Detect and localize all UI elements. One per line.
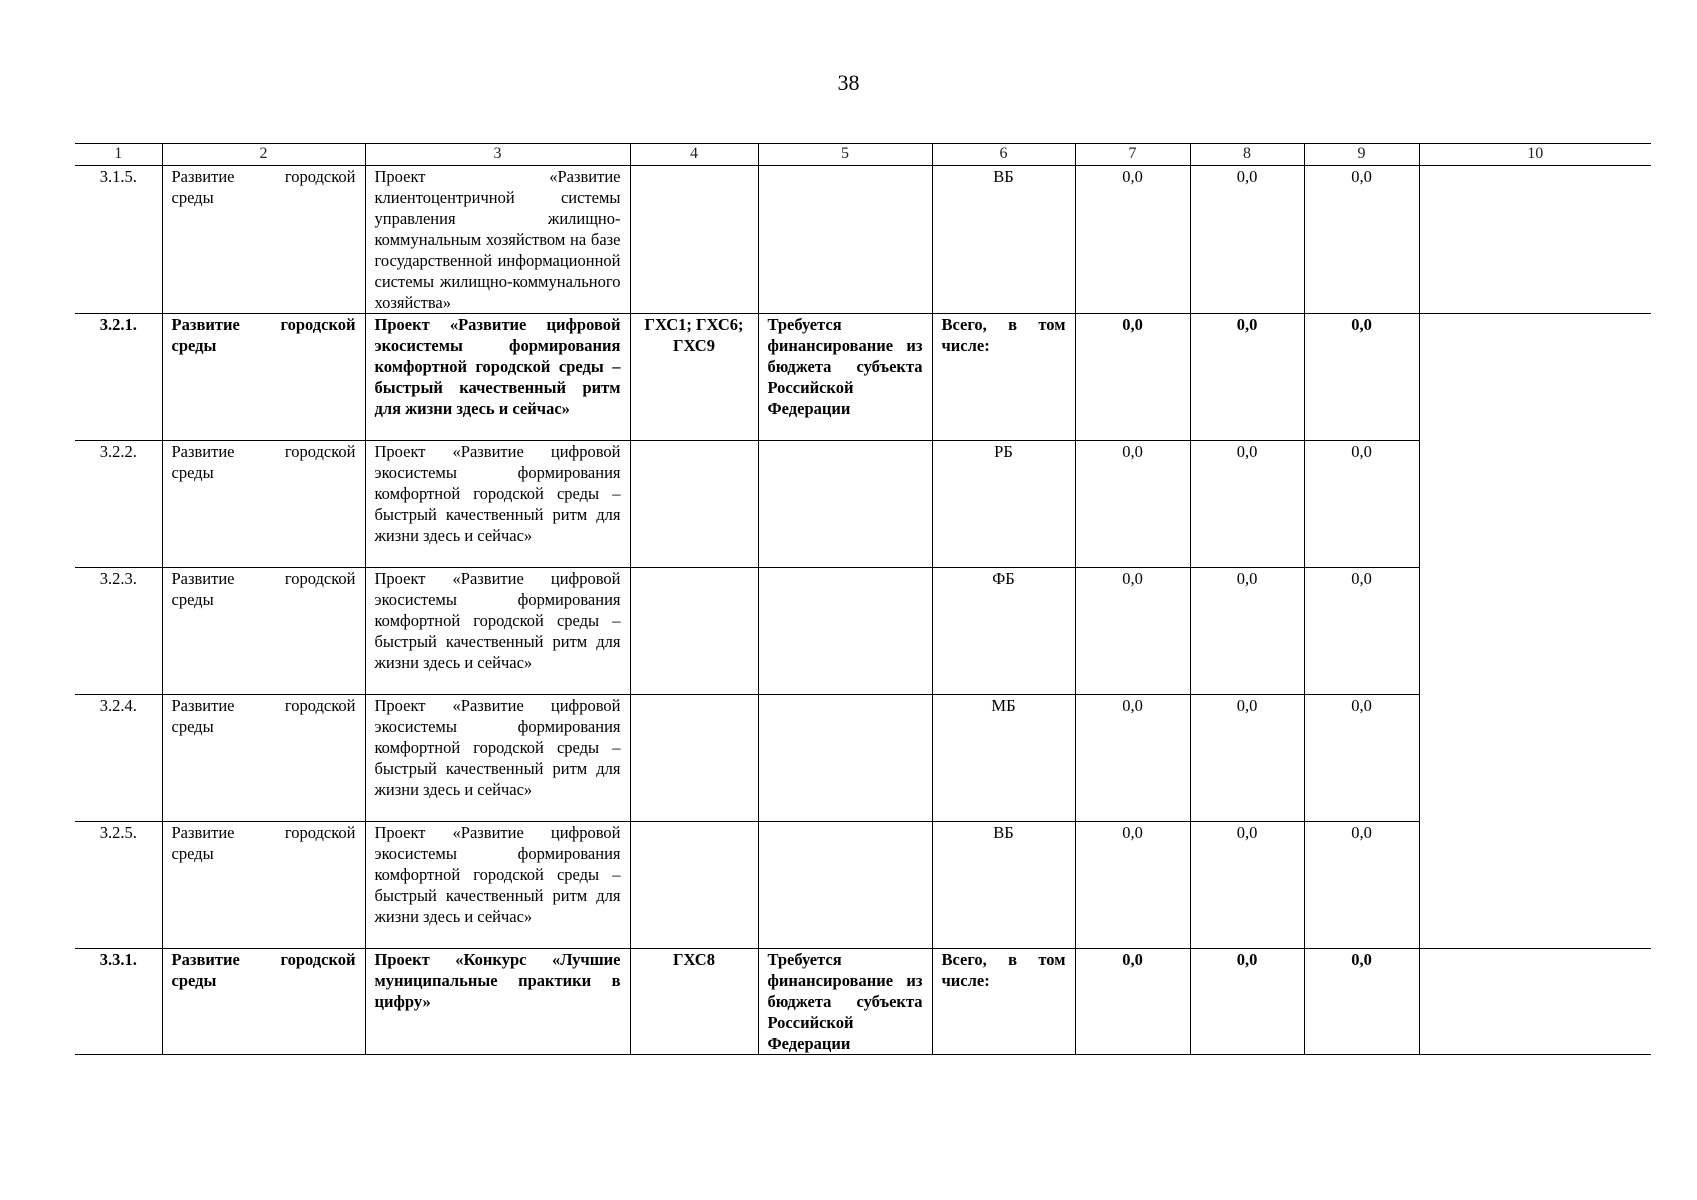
row-requirement [758,568,932,695]
row-indicators: ГХС1; ГХС6; ГХС9 [630,314,758,441]
row-value-9: 0,0 [1304,441,1419,568]
row-requirement [758,822,932,949]
header-col-9: 9 [1304,144,1419,166]
row-value-8: 0,0 [1190,568,1304,695]
row-value-7: 0,0 [1075,695,1190,822]
header-col-4: 4 [630,144,758,166]
row-project: Проект «Развитие цифровой экосистемы формирования комфортной городской среды – быстрый качественный ритм для жизни здесь и сейчас» [365,441,630,568]
row-indicators [630,441,758,568]
row-direction: Развитие городской среды [162,822,365,949]
row-value-7: 0,0 [1075,441,1190,568]
table-row [75,314,1651,441]
row-requirement: Требуется финансирование из бюджета субъекта Российской Федерации [758,949,932,1055]
row-requirement: Требуется финансирование из бюджета субъекта Российской Федерации [758,314,932,441]
row-project: Проект «Развитие цифровой экосистемы формирования комфортной городской среды – быстрый качественный ритм для жизни здесь и сейчас» [365,695,630,822]
row-project: Проект «Развитие цифровой экосистемы формирования комфортной городской среды – быстрый качественный ритм для жизни здесь и сейчас» [365,822,630,949]
row-funding-source: МБ [932,695,1075,822]
header-col-10: 10 [1419,144,1651,166]
header-col-7: 7 [1075,144,1190,166]
table-row [75,441,1651,568]
row-value-7: 0,0 [1075,949,1190,1055]
row-project: Проект «Развитие цифровой экосистемы формирования комфортной городской среды – быстрый качественный ритм для жизни здесь и сейчас» [365,568,630,695]
row-value-8: 0,0 [1190,822,1304,949]
row-note [1419,949,1651,1055]
header-col-3: 3 [365,144,630,166]
page-number: 38 [837,70,860,95]
row-requirement [758,695,932,822]
row-project: Проект «Развитие цифровой экосистемы формирования комфортной городской среды – быстрый качественный ритм для жизни здесь и сейчас» [365,314,630,441]
row-number: 3.1.5. [75,166,162,314]
row-value-8: 0,0 [1190,949,1304,1055]
row-value-8: 0,0 [1190,695,1304,822]
row-value-7: 0,0 [1075,822,1190,949]
column-numbers-header [75,144,1651,166]
table-row [75,568,1651,695]
row-project: Проект «Конкурс «Лучшие муниципальные практики в цифру» [365,949,630,1055]
row-direction: Развитие городской среды [162,314,365,441]
row-funding-source: ВБ [932,822,1075,949]
row-indicators [630,695,758,822]
row-number: 3.3.1. [75,949,162,1055]
row-number: 3.2.4. [75,695,162,822]
row-value-8: 0,0 [1190,166,1304,314]
header-col-5: 5 [758,144,932,166]
row-value-8: 0,0 [1190,441,1304,568]
row-value-9: 0,0 [1304,822,1419,949]
row-requirement [758,441,932,568]
row-funding-source: ВБ [932,166,1075,314]
table-row [75,695,1651,822]
row-funding-source: ФБ [932,568,1075,695]
row-value-9: 0,0 [1304,949,1419,1055]
row-value-7: 0,0 [1075,166,1190,314]
row-value-9: 0,0 [1304,695,1419,822]
financing-table [75,143,1651,1055]
row-direction: Развитие городской среды [162,568,365,695]
row-direction: Развитие городской среды [162,166,365,314]
row-value-8: 0,0 [1190,314,1304,441]
row-note [1419,314,1651,949]
header-col-2: 2 [162,144,365,166]
row-number: 3.2.2. [75,441,162,568]
header-col-1: 1 [75,144,162,166]
row-indicators [630,568,758,695]
row-funding-source: РБ [932,441,1075,568]
row-requirement [758,166,932,314]
row-funding-source: Всего, в том числе: [932,949,1075,1055]
header-col-8: 8 [1190,144,1304,166]
row-value-9: 0,0 [1304,568,1419,695]
table-row [75,822,1651,949]
row-direction: Развитие городской среды [162,441,365,568]
row-number: 3.2.5. [75,822,162,949]
row-value-9: 0,0 [1304,166,1419,314]
row-number: 3.2.3. [75,568,162,695]
row-number: 3.2.1. [75,314,162,441]
row-direction: Развитие городской среды [162,695,365,822]
row-note [1419,166,1651,314]
row-indicators [630,166,758,314]
row-value-7: 0,0 [1075,568,1190,695]
row-project: Проект «Развитие клиентоцентричной системы управления жилищно-коммунальным хозяйством на базе государственной информационной системы жилищно-коммунального хозяйства» [365,166,630,314]
row-value-9: 0,0 [1304,314,1419,441]
header-col-6: 6 [932,144,1075,166]
row-direction: Развитие городской среды [162,949,365,1055]
row-value-7: 0,0 [1075,314,1190,441]
row-funding-source: Всего, в том числе: [932,314,1075,441]
row-indicators [630,822,758,949]
row-indicators: ГХС8 [630,949,758,1055]
table-row [75,166,1651,314]
table-row [75,949,1651,1055]
